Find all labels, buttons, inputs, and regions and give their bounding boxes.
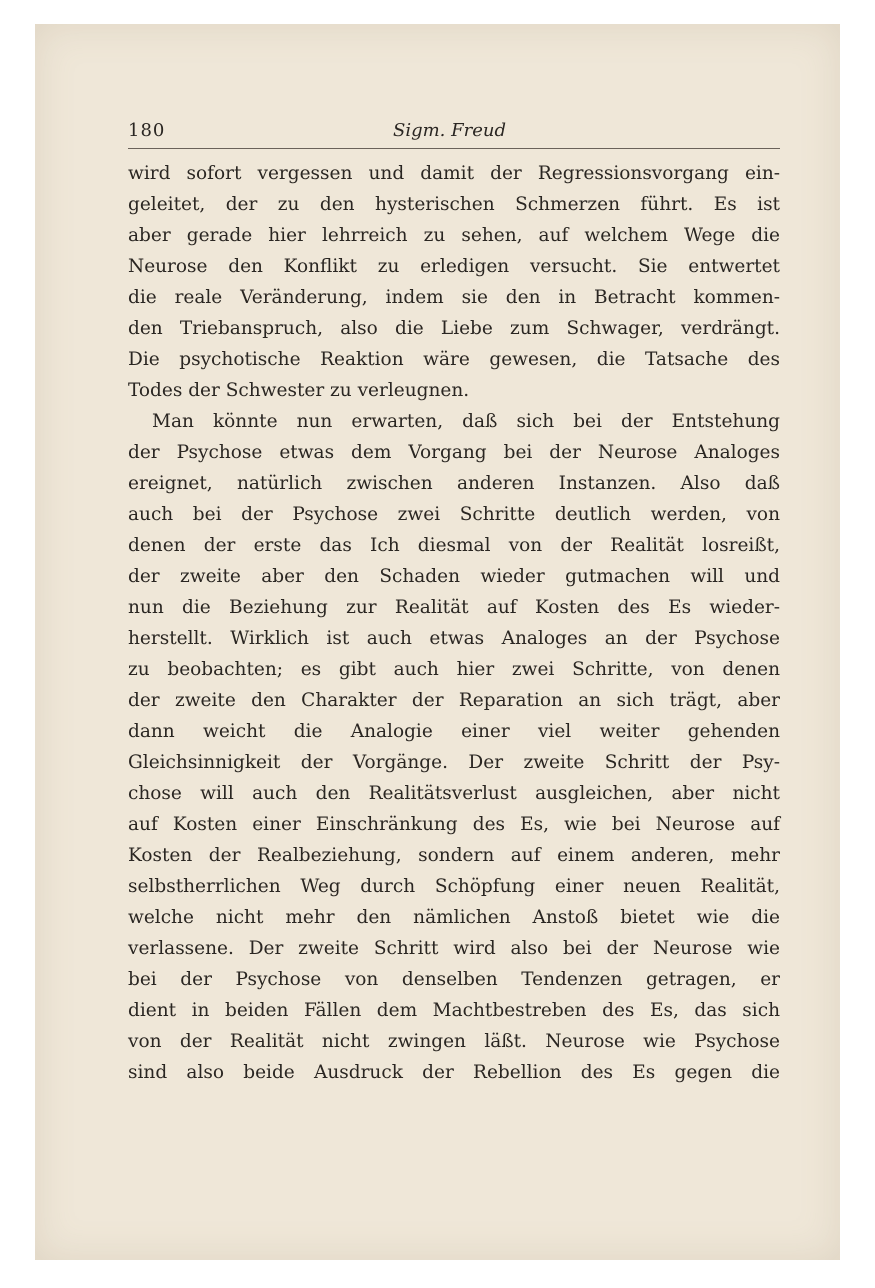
- text-line: aber gerade hier lehrreich zu sehen, auf welchem Wege die: [128, 225, 780, 246]
- text-line: der zweite aber den Schaden wieder gutmachen will und: [128, 566, 780, 587]
- text-line: welche nicht mehr den nämlichen Anstoß bietet wie die: [128, 907, 780, 928]
- text-line: Gleichsinnigkeit der Vorgänge. Der zweite Schritt der Psy-: [128, 752, 780, 773]
- text-line: zu beobachten; es gibt auch hier zwei Schritte, von denen: [128, 659, 780, 680]
- paragraph: [128, 158, 780, 406]
- text-line: ereignet, natürlich zwischen anderen Instanzen. Also daß: [128, 473, 780, 494]
- text-line: bei der Psychose von denselben Tendenzen getragen, er: [128, 969, 780, 990]
- text-line: der zweite den Charakter der Reparation an sich trägt, aber: [128, 690, 780, 711]
- body-text: [128, 158, 780, 1088]
- text-line: Die psychotische Reaktion wäre gewesen, die Tatsache des: [128, 349, 780, 370]
- page-header: [128, 118, 780, 144]
- text-line: Neurose den Konflikt zu erledigen versucht. Sie entwertet: [128, 256, 780, 277]
- text-line: chose will auch den Realitätsverlust ausgleichen, aber nicht: [128, 783, 780, 804]
- text-line: sind also beide Ausdruck der Rebellion des Es gegen die: [128, 1062, 780, 1083]
- text-line: Man könnte nun erwarten, daß sich bei der Entstehung: [152, 411, 780, 432]
- text-line: dient in beiden Fällen dem Machtbestreben des Es, das sich: [128, 1000, 780, 1021]
- text-line: geleitet, der zu den hysterischen Schmerzen führt. Es ist: [128, 194, 780, 215]
- header-rule: [128, 148, 780, 149]
- running-head: Sigm. Freud: [393, 120, 506, 141]
- text-line: auch bei der Psychose zwei Schritte deutlich werden, von: [128, 504, 780, 525]
- text-line: selbstherrlichen Weg durch Schöpfung einer neuen Realität,: [128, 876, 780, 897]
- text-line: der Psychose etwas dem Vorgang bei der Neurose Analoges: [128, 442, 780, 463]
- page-number: 180: [128, 120, 166, 141]
- text-line: auf Kosten einer Einschränkung des Es, wie bei Neurose auf: [128, 814, 780, 835]
- text-line: nun die Beziehung zur Realität auf Kosten des Es wieder-: [128, 597, 780, 618]
- text-line: den Triebanspruch, also die Liebe zum Schwager, verdrängt.: [128, 318, 780, 339]
- text-line: denen der erste das Ich diesmal von der Realität losreißt,: [128, 535, 780, 556]
- paragraph: [128, 406, 780, 1088]
- text-line: die reale Veränderung, indem sie den in Betracht kommen-: [128, 287, 780, 308]
- text-line: herstellt. Wirklich ist auch etwas Analoges an der Psychose: [128, 628, 780, 649]
- text-line: von der Realität nicht zwingen läßt. Neurose wie Psychose: [128, 1031, 780, 1052]
- text-line: wird sofort vergessen und damit der Regressionsvorgang ein-: [128, 163, 780, 184]
- text-line: Kosten der Realbeziehung, sondern auf einem anderen, mehr: [128, 845, 780, 866]
- text-line: dann weicht die Analogie einer viel weiter gehenden: [128, 721, 780, 742]
- text-line: verlassene. Der zweite Schritt wird also bei der Neurose wie: [128, 938, 780, 959]
- text-line: Todes der Schwester zu verleugnen.: [128, 380, 470, 401]
